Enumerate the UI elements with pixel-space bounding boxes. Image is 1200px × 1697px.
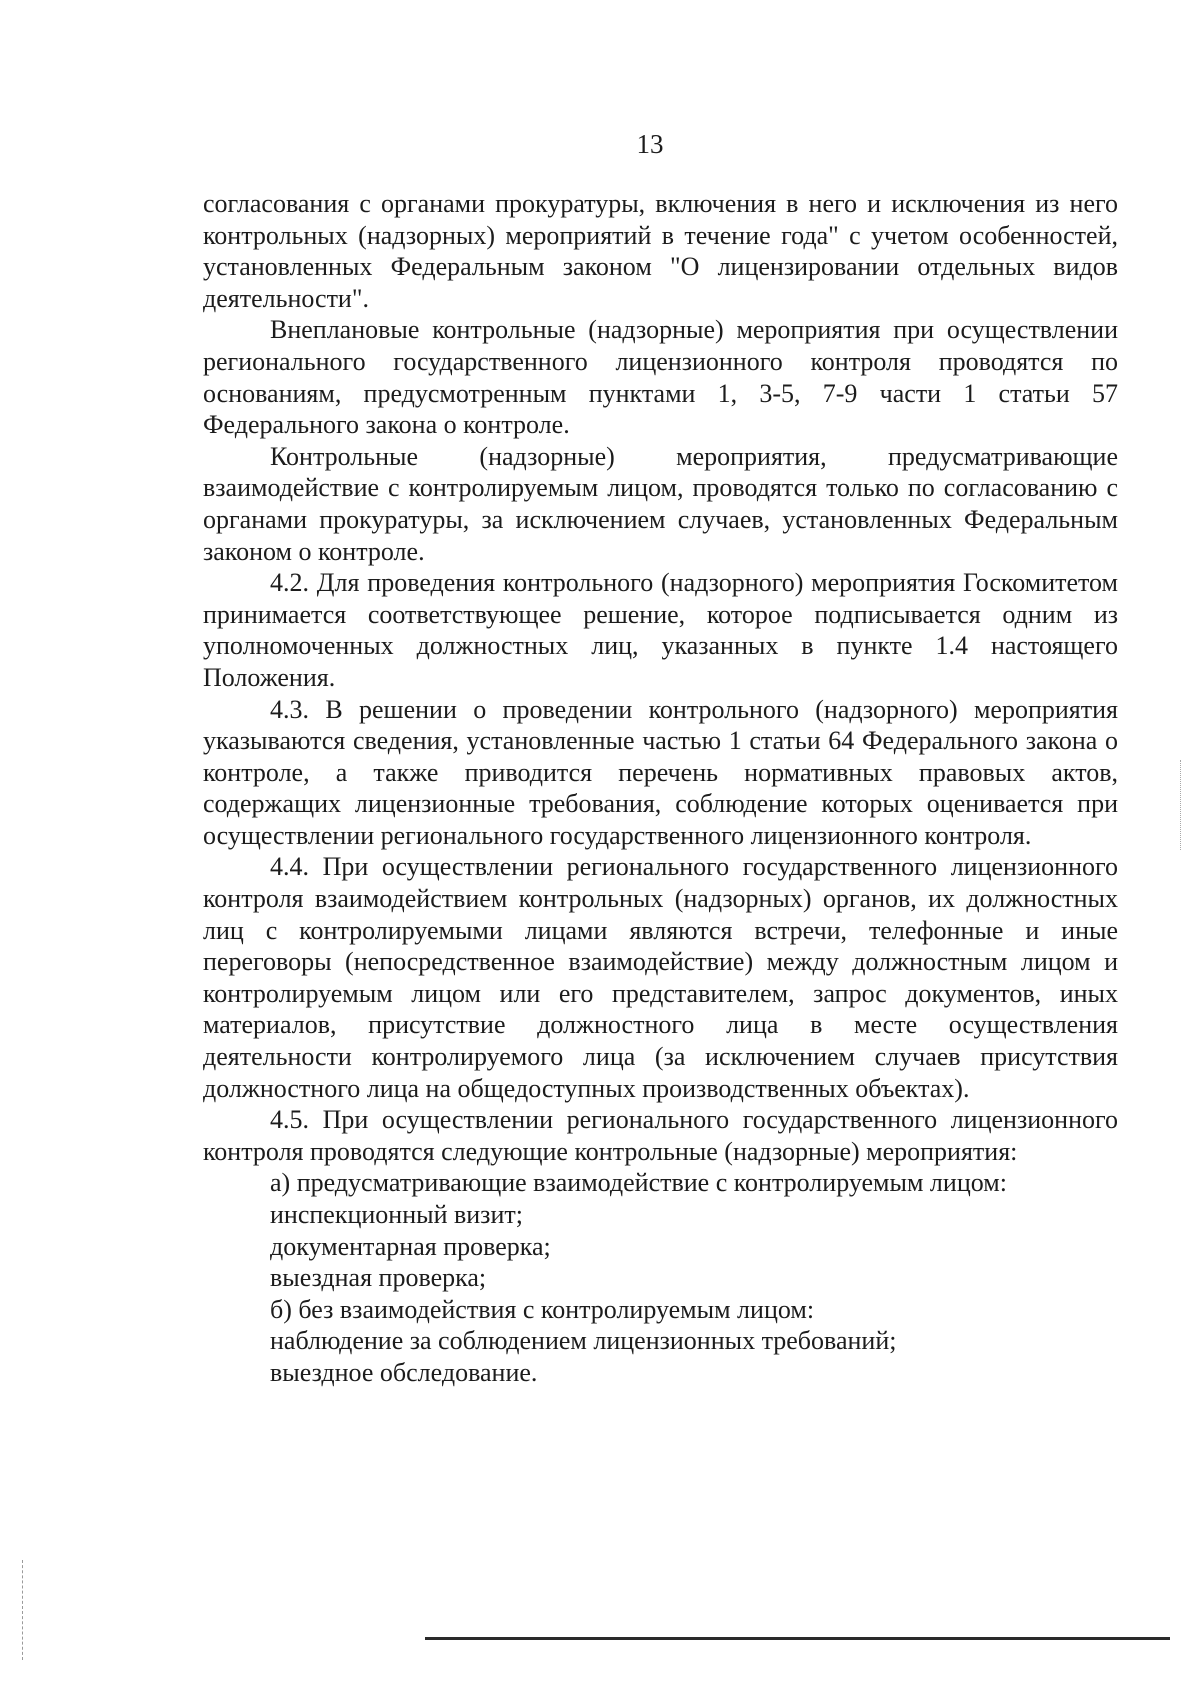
scan-artifact-left xyxy=(22,1560,23,1660)
paragraph-4-2: 4.2. Для проведения контрольного (надзорного) мероприятия Госкомитетом принимается соответствующее решение, которое подписывается одним из уполномоченных должностных лиц, указанных в пункте 1.4 настоящего Положения. xyxy=(203,568,1118,692)
paragraph-prosecutor-approval: Контрольные (надзорные) мероприятия, предусматривающие взаимодействие с контролируемым лицом, проводятся только по согласованию с органами прокуратуры, за исключением случаев, установленных Федеральным законом о контроле. xyxy=(203,441,1118,566)
paragraph-4-5: 4.5. При осуществлении регионального государственного лицензионного контроля проводятся следующие контрольные (надзорные) мероприятия: xyxy=(203,1105,1118,1166)
list-item-field-survey: выездное обследование. xyxy=(270,1357,538,1387)
paragraph-unscheduled-measures: Внеплановые контрольные (надзорные) мероприятия при осуществлении регионального государственного лицензионного контроля проводятся по основаниям, предусмотренным пунктами 1, 3-5, 7-9 части 1 статьи 57 Федерального закона о контроле. xyxy=(203,315,1118,440)
list-heading-without-interaction: б) без взаимодействия с контролируемым лицом: xyxy=(270,1294,815,1324)
document-body xyxy=(203,188,1118,1389)
list-item-observation: наблюдение за соблюдением лицензионных требований; xyxy=(270,1326,897,1356)
scan-artifact-right xyxy=(1180,760,1181,850)
list-heading-with-interaction: а) предусматривающие взаимодействие с контролируемым лицом: xyxy=(270,1168,1007,1198)
paragraph-4-4: 4.4. При осуществлении регионального государственного лицензионного контроля взаимодействием контрольных (надзорных) органов, их должностных лиц с контролируемыми лицами являются встречи, телефонные и иные переговоры (непосредственное взаимодействие) между должностным лицом и контролируемым лицом или его представителем, запрос документов, иных материалов, присутствие должностного лица в месте осуществления деятельности контролируемого лица (за исключением случаев присутствия должностного лица на общедоступных производственных объектах). xyxy=(203,852,1118,1103)
list-item-documentary-check: документарная проверка; xyxy=(270,1231,551,1261)
paragraph-4-3: 4.3. В решении о проведении контрольного (надзорного) мероприятия указываются сведения, установленные частью 1 статьи 64 Федерального закона о контроле, а также приводится перечень нормативных правовых актов, содержащих лицензионные требования, соблюдение которых оценивается при осуществлении регионального государственного лицензионного контроля. xyxy=(203,694,1118,850)
paragraph-continuation: согласования с органами прокуратуры, включения в него и исключения из него контрольных (надзорных) мероприятий в течение года" с учетом особенностей, установленных Федеральным законом "О лицензировании отдельных видов деятельности". xyxy=(203,189,1118,313)
page-number: 13 xyxy=(636,129,664,159)
list-item-inspection-visit: инспекционный визит; xyxy=(270,1200,523,1229)
list-item-field-check: выездная проверка; xyxy=(270,1263,487,1293)
footer-rule xyxy=(425,1637,1170,1640)
